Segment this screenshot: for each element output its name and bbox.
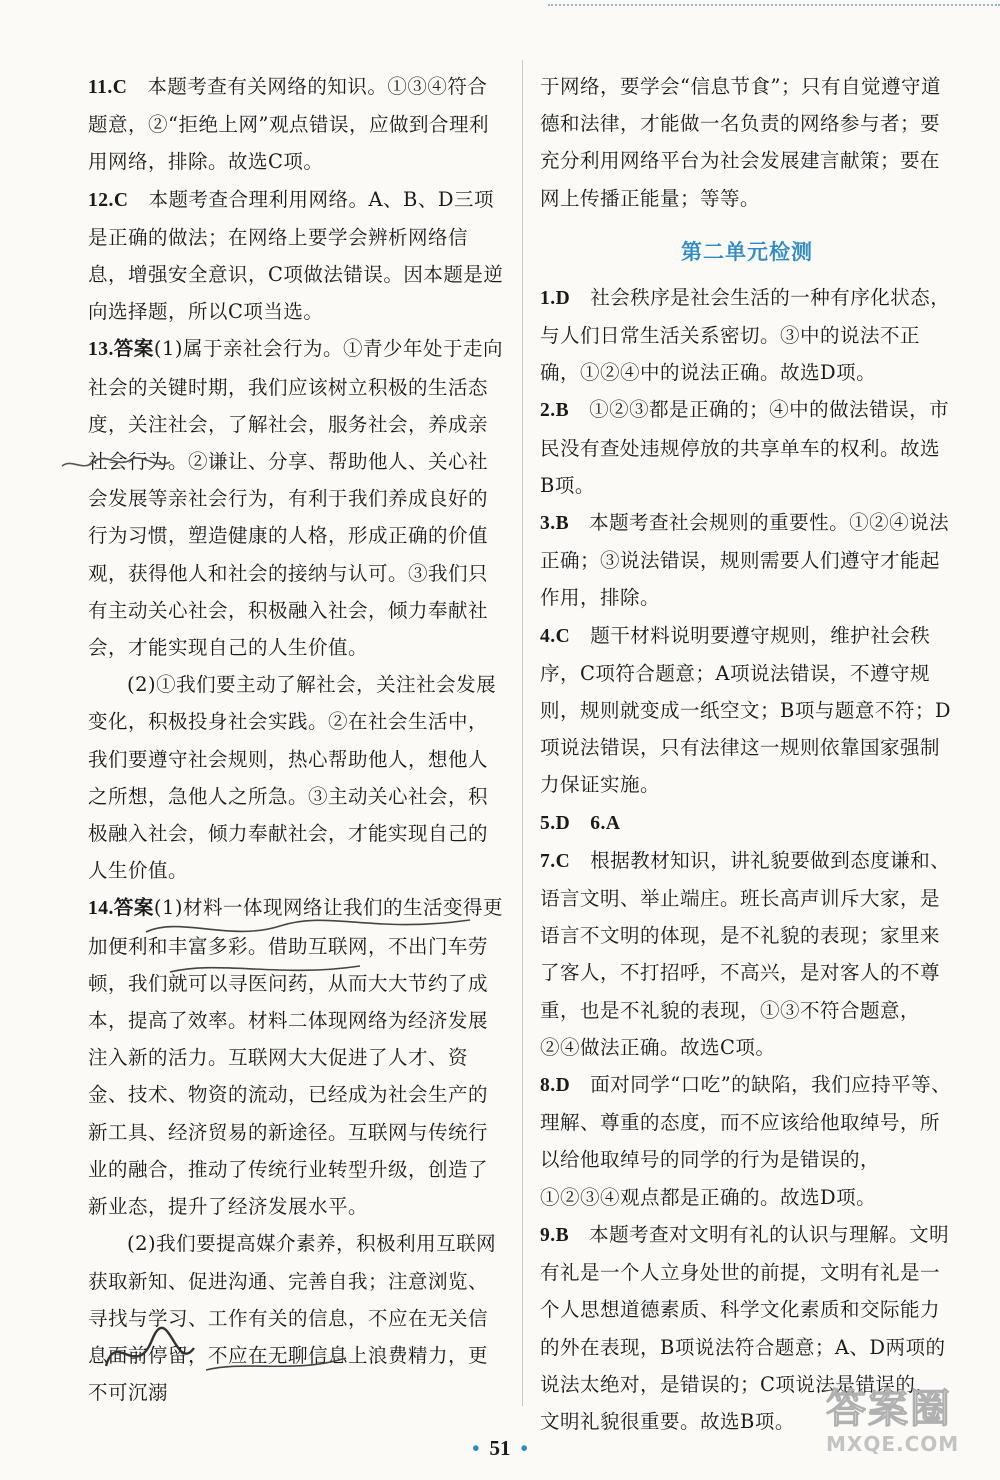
item-number: 7.C	[540, 850, 571, 872]
answer-item	[88, 68, 506, 181]
item-text: 根据教材知识，讲礼貌要做到态度谦和、语言文明、举止端庄。班长高声训斥大家，是语言不文明的体现，是不礼貌的表现；家里来了客人，不打招呼，不高兴，是对客人的不尊重，也是不礼貌的表现，①③不符合题意，②④做法正确。故选C项。	[540, 848, 951, 1059]
item-text: 社会秩序是社会生活的一种有序化状态，与人们日常生活关系密切。③中的说法不正确，①②④中的说法正确。故选D项。	[540, 285, 951, 385]
right-column	[540, 68, 954, 1440]
item-number: 11.C	[88, 77, 128, 98]
watermark-url: MXQE.COM	[826, 1432, 960, 1456]
item-text	[570, 811, 590, 834]
item-number: 5.D	[540, 812, 571, 834]
item-text: (1)属于亲社会行为。①青少年处于走向社会的关键时期，我们应该树立积极的生活态度，关注社会，了解社会，服务社会，养成亲社会行为。②谦让、分享、帮助他人、关心社会发展等亲社会行为，有利于我们养成良好的行为习惯，塑造健康的人格，形成正确的价值观，获得他人和社会的接纳与认可。③我们只有主动关心社会，积极融入社会，倾力奉献社会，才能实现自己的人生价值。	[88, 337, 504, 660]
item-number: 2.B	[540, 400, 570, 422]
answer-item	[88, 330, 506, 666]
item-number: 13.	[88, 339, 114, 361]
column-divider	[522, 60, 523, 1406]
item-text: 题干材料说明要遵守规则，维护社会秩序，C项符合题意；A项说法错误，不遵守规则，规则就变成一纸空文；B项与题意不符；D项说法错误，只有法律这一规则依靠国家强制力保证实施。	[540, 623, 951, 797]
item-text: 于网络，要学会“信息节食”；只有自觉遵守道德和法律，才能做一名负责的网络参与者；要充分利用网络平台为社会发展建言献策；要在网上传播正能量；等等。	[540, 75, 941, 210]
top-dotted-rule	[548, 4, 1000, 6]
answer-item	[540, 617, 954, 804]
page-number-value: 51	[489, 1436, 511, 1460]
page-number-dot-right: •	[520, 1436, 528, 1460]
answer-item	[540, 504, 954, 617]
answer-item	[88, 666, 506, 889]
item-number: 3.B	[540, 513, 570, 535]
item-number: 1.D	[540, 287, 571, 309]
answer-item	[540, 279, 954, 392]
answer-label: 答案	[113, 337, 154, 361]
answer-label: 答案	[113, 896, 154, 920]
item-text: 面对同学“口吃”的缺陷，我们应持平等、理解、尊重的态度，而不应该给他取绰号，所以给他取绰号的同学的行为是错误的，①②③④观点都是正确的。故选D项。	[540, 1073, 952, 1209]
item-number: 6.A	[590, 812, 621, 834]
answer-item	[88, 1225, 506, 1411]
item-number: 12.C	[88, 189, 129, 211]
item-number: 4.C	[540, 625, 571, 647]
watermark-chars: 答案圈	[826, 1386, 952, 1432]
answer-item	[540, 1066, 954, 1216]
page-number-dot-left: •	[472, 1436, 480, 1460]
left-column	[88, 68, 506, 1411]
item-text: 本题考查对文明有礼的认识与理解。文明有礼是一个人立身处世的前提，文明有礼是一个人思想道德素质、科学文化素质和交际能力的外在表现，B项说法符合题意；A、D两项的说法太绝对，是错误的；C项说法是错误的，文明礼貌很重要。故选B项。	[540, 1222, 950, 1433]
answer-item	[540, 804, 954, 842]
answer-item	[88, 181, 506, 331]
answer-item	[540, 391, 954, 504]
item-text: 本题考查社会规则的重要性。①②④说法正确；③说法错误，规则需要人们遵守才能起作用，排除。	[540, 511, 950, 610]
item-number: 9.B	[540, 1224, 570, 1246]
item-text: (2)我们要提高媒介素养，积极利用互联网获取新知、促进沟通、完善自我；注意浏览、寻找与学习、工作有关的信息，不应在无关信息面前停留，不应在无聊信息上浪费精力，更不可沉溺	[88, 1232, 497, 1405]
watermark-logo	[826, 1386, 986, 1470]
item-text: 本题考查合理利用网络。A、B、D三项是正确的做法；在网络上要学会辨析网络信息，增强安全意识，C项做法错误。因本题是逆向选择题，所以C项当选。	[88, 187, 504, 324]
answer-item	[540, 842, 954, 1066]
answer-item	[540, 68, 954, 217]
item-text: (2)①我们要主动了解社会，关注社会发展变化，积极投身社会实践。②在社会生活中，我们要遵守社会规则，热心帮助他人，想他人之所想，急他人之所急。③主动关心社会，积极融入社会，倾力奉献社会，才能实现自己的人生价值。	[88, 673, 497, 883]
item-text: 本题考查有关网络的知识。①③④符合题意，②“拒绝上网”观点错误，应做到合理利用网络，排除。故选C项。	[88, 75, 489, 174]
item-text: (1)材料一体现网络让我们的生活变得更加便利和丰富多彩。借助互联网，不出门车劳顿，我们就可以寻医问药，从而大大节约了成本，提高了效率。材料二体现网络为经济发展注入新的活力。互联网大大促进了人才、资金、技术、物资的流动，已经成为社会生产的新工具、经济贸易的新途径。互联网与传统行业的融合，推动了传统行业转型升级，创造了新业态，提升了经济发展水平。	[88, 896, 504, 1219]
answer-item	[88, 889, 506, 1225]
item-number: 8.D	[540, 1075, 571, 1097]
item-number: 14.	[88, 898, 114, 920]
item-text: ①②③都是正确的；④中的做法错误，市民没有查处违规停放的共享单车的权利。故选B项。	[540, 398, 950, 497]
section-title: 第二单元检测	[681, 239, 813, 264]
